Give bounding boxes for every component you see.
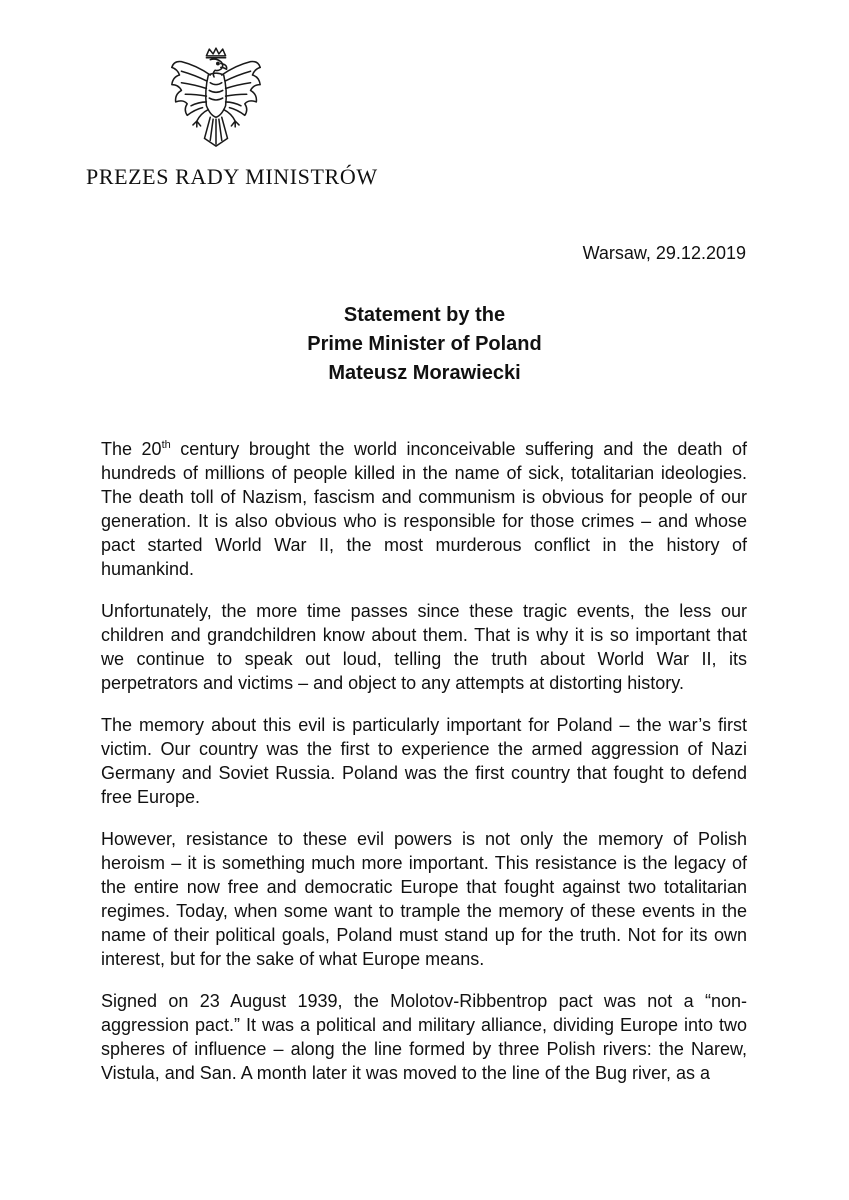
statement-body [101, 437, 747, 1103]
paragraph-1-rest: century brought the world inconceivable suffering and the death of hundreds of millions of people killed in the name of sick, totalitarian ideologies. The death toll of Nazism, fascism and communism is obvious for people of our generation. It is also obvious who is responsible for those crimes – and whose pact started World War II, the most murderous conflict in the history of humankind. [101, 439, 747, 579]
organization-name: PREZES RADY MINISTRÓW [86, 164, 378, 189]
white-eagle-emblem-icon [168, 46, 264, 154]
ordinal-suffix: th [161, 439, 171, 451]
document-title [0, 301, 849, 388]
title-line-3: Mateusz Morawiecki [328, 362, 521, 384]
title-line-1: Statement by the [343, 304, 506, 326]
paragraph-5: Signed on 23 August 1939, the Molotov-Ribbentrop pact was not a “non-aggression pact.” It was a political and military alliance, dividing Europe into two spheres of influence – along the line formed by three Polish rivers: the Narew, Vistula, and San. A month later it was moved to the line of the Bug river, as a [101, 991, 747, 1083]
document-date: Warsaw, 29.12.2019 [582, 243, 746, 263]
paragraph-1-start: The 20 [101, 439, 162, 459]
title-line-2: Prime Minister of Poland [307, 333, 542, 355]
paragraph-3: The memory about this evil is particularly important for Poland – the war’s first victim. Our country was the first to experience the armed aggression of Nazi Germany and Soviet Russia. Poland was the first country that fought to defend free Europe. [101, 715, 747, 807]
paragraph-4: However, resistance to these evil powers is not only the memory of Polish heroism – it is something much more important. This resistance is the legacy of the entire now free and democratic Europe that fought against two totalitarian regimes. Today, when some want to trample the memory of these events in the name of their political goals, Poland must stand up for the truth. Not for its own interest, but for the sake of what Europe means. [101, 829, 747, 969]
paragraph-2: Unfortunately, the more time passes since these tragic events, the less our children and grandchildren know about them. That is why it is so important that we continue to speak out loud, telling the truth about World War II, its perpetrators and victims – and object to any attempts at distorting history. [101, 601, 747, 693]
paragraph-1 [101, 437, 747, 581]
